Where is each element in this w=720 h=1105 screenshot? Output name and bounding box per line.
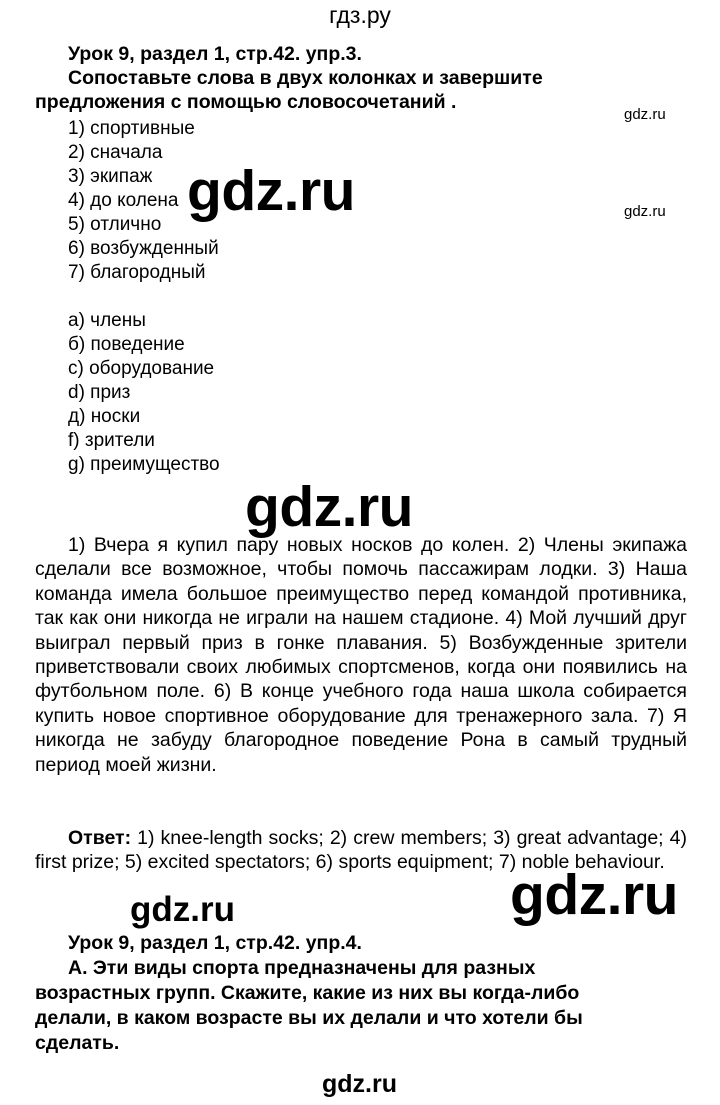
watermark-large-center: gdz.ru (245, 475, 413, 539)
list-item: 5) отлично (68, 214, 162, 235)
list-item: f) зрители (68, 430, 155, 451)
list-item: 4) до колена (68, 190, 179, 211)
list-item: g) преимущество (68, 454, 220, 475)
task2-instruction-line4: сделать. (35, 1032, 120, 1054)
task2-title: Урок 9, раздел 1, стр.42. упр.4. (68, 932, 362, 954)
task1-instruction-line2: предложения с помощью словосочетаний . (35, 91, 457, 113)
task2-instruction-line3: делали, в каком возрасте вы их делали и что хотели бы (35, 1007, 583, 1029)
list-item: 3) экипаж (68, 166, 153, 187)
task2-instruction-line2: возрастных групп. Скажите, какие из них вы когда-либо (35, 982, 580, 1004)
list-item: d) приз (68, 382, 131, 403)
watermark-large-right: gdz.ru (510, 863, 678, 927)
list-item: c) оборудование (68, 358, 215, 379)
watermark-small-top: gdz.ru (624, 106, 666, 123)
right-word-column (68, 309, 220, 477)
task2-instruction-line1: A. Эти виды спорта предназначены для разных (68, 957, 536, 979)
list-item: 2) сначала (68, 142, 163, 163)
watermark-large-upper: gdz.ru (187, 159, 355, 223)
list-item: a) члены (68, 310, 146, 331)
answer-label: Ответ: (68, 827, 132, 849)
answer-text: 1) knee-length socks; 2) crew members; 3) great advantage; 4) first prize; 5) excited spectators; 6) sports equipment; 7) noble behaviour. (35, 827, 687, 874)
list-item: б) поведение (68, 334, 185, 355)
list-item: д) носки (68, 406, 141, 427)
completed-sentences: 1) Вчера я купил пару новых носков до колен. 2) Члены экипажа сделали все возможное, чтобы помочь пассажирам лодки. 3) Наша команда имела большое преимущество перед командой противника, так как они никогда не играли на нашем стадионе. 4) Мой лучший друг выиграл первый приз в гонке плавания. 5) Возбужденные зрители приветствовали своих любимых спортсменов, когда они появились на футбольном поле. 6) В конце учебного года наша школа собирается купить новое спортивное оборудование для тренажерного зала. 7) Я никогда не забуду благородное поведение Рона в самый трудный период моей жизни. (35, 534, 687, 776)
list-item: 1) спортивные (68, 118, 195, 139)
site-header: гдз.ру (329, 2, 391, 28)
list-item: 6) возбужденный (68, 238, 219, 259)
watermark-small-middle: gdz.ru (624, 203, 666, 220)
watermark-medium-left: gdz.ru (130, 890, 235, 929)
list-item: 7) благородный (68, 262, 206, 283)
task1-title: Урок 9, раздел 1, стр.42. упр.3. (68, 43, 362, 65)
watermark-footer: gdz.ru (322, 1070, 397, 1098)
task1-instruction-line1: Сопоставьте слова в двух колонках и завершите (68, 67, 543, 89)
